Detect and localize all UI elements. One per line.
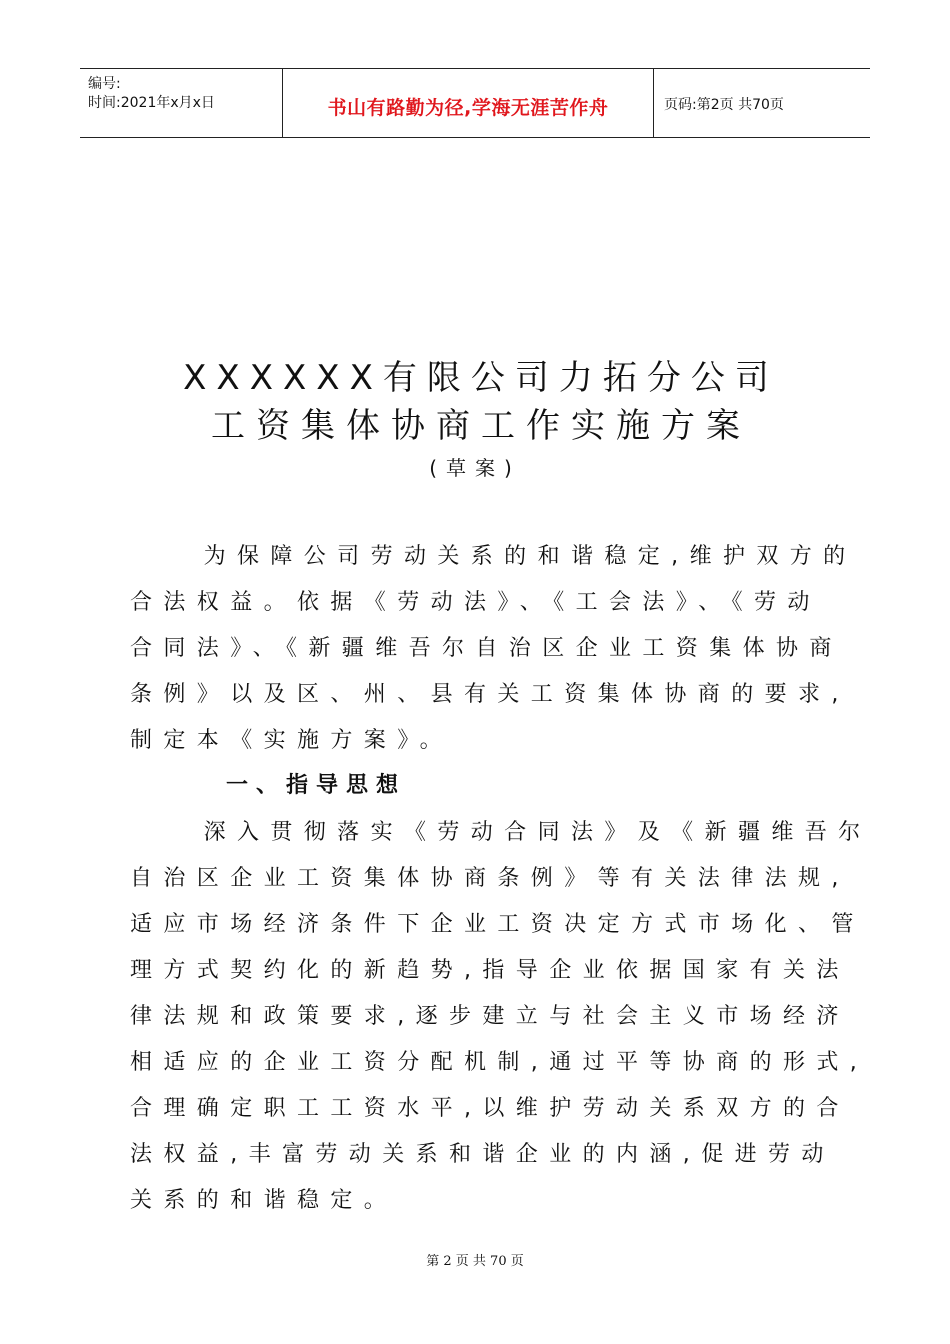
text-line: 相适应的企业工资分配机制,通过平等协商的形式, <box>130 1050 869 1075</box>
text-line: 深入贯彻落实《劳动合同法》及《新疆维吾尔 <box>130 820 872 845</box>
intro-paragraph <box>130 534 857 764</box>
motto-text: 书山有路勤为径,学海无涯苦作舟 <box>327 97 609 119</box>
header-page-cell <box>654 69 870 137</box>
header-motto-cell <box>283 69 654 137</box>
draft-label: (草案) <box>429 456 521 480</box>
text-line: 为保障公司劳动关系的和谐稳定,维护双方的 <box>130 544 857 569</box>
document-title-line2: 工资集体协商工作实施方案 <box>211 406 751 446</box>
text-line: 合同法》、《新疆维吾尔自治区企业工资集体协商 <box>130 636 843 661</box>
section1-paragraph <box>130 810 872 1224</box>
page-footer: 第 2 页 共 70 页 <box>426 1254 524 1269</box>
header-meta-cell <box>80 69 283 137</box>
text-line: 法权益,丰富劳动关系和谐企业的内涵,促进劳动 <box>130 1142 835 1167</box>
text-line: 自治区企业工资集体协商条例》等有关法律法规, <box>130 866 850 891</box>
text-line: 条例》以及区、州、县有关工资集体协商的要求, <box>130 682 850 707</box>
text-line: 适应市场经济条件下企业工资决定方式市场化、管 <box>130 912 865 937</box>
text-line: 理方式契约化的新趋势,指导企业依据国家有关法 <box>130 958 850 983</box>
section-heading: 一、指导思想 <box>226 773 407 798</box>
number-label: 编号: <box>88 76 121 92</box>
document-header <box>80 68 870 138</box>
time-label: 时间:2021年x月x日 <box>88 95 215 111</box>
text-line: 合法权益。依据《劳动法》、《工会法》、《劳动 <box>130 590 821 615</box>
text-line: 合理确定职工工资水平,以维护劳动关系双方的合 <box>130 1096 850 1121</box>
document-title-line1: XXXXXX有限公司力拓分公司 <box>183 358 779 398</box>
text-line: 律法规和政策要求,逐步建立与社会主义市场经济 <box>130 1004 850 1029</box>
page-info: 页码:第2页 共70页 <box>664 97 784 113</box>
text-line: 关系的和谐稳定。 <box>130 1188 398 1213</box>
text-line: 制定本《实施方案》。 <box>130 728 454 753</box>
